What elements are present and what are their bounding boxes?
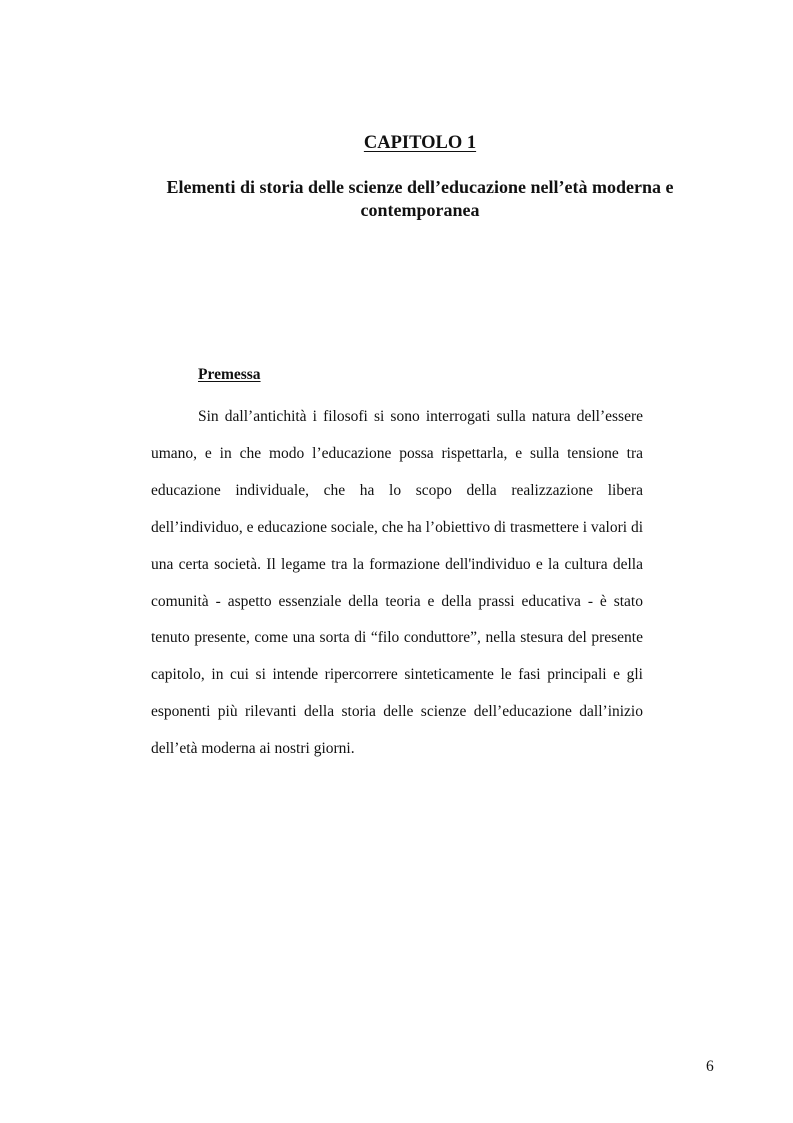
body-paragraph: Sin dall’antichità i filosofi si sono interrogati sulla natura dell’essere umano, e in che modo l’educazione possa rispettarla, e sulla tensione tra educazione individuale, che ha lo scopo della realizzazione libera dell’individuo, e educazione sociale, che ha l’obiettivo di trasmettere i valori di una certa società. Il legame tra la formazione dell'individuo e la cultura della comunità - aspetto essenziale della teoria e della prassi educativa - è stato tenuto presente, come una sorta di “filo conduttore”, nella stesura del presente capitolo, in cui si intende ripercorrere sinteticamente le fasi principali e gli esponenti più rilevanti della storia delle scienze dell’educazione dall’inizio dell’età moderna ai nostri giorni. <box>151 408 643 758</box>
section-heading: Premessa <box>198 366 261 383</box>
chapter-title: Elementi di storia delle scienze dell’educazione nell’età moderna e contemporanea <box>166 177 674 220</box>
page-number: 6 <box>706 1058 714 1075</box>
chapter-label: CAPITOLO 1 <box>363 133 477 153</box>
